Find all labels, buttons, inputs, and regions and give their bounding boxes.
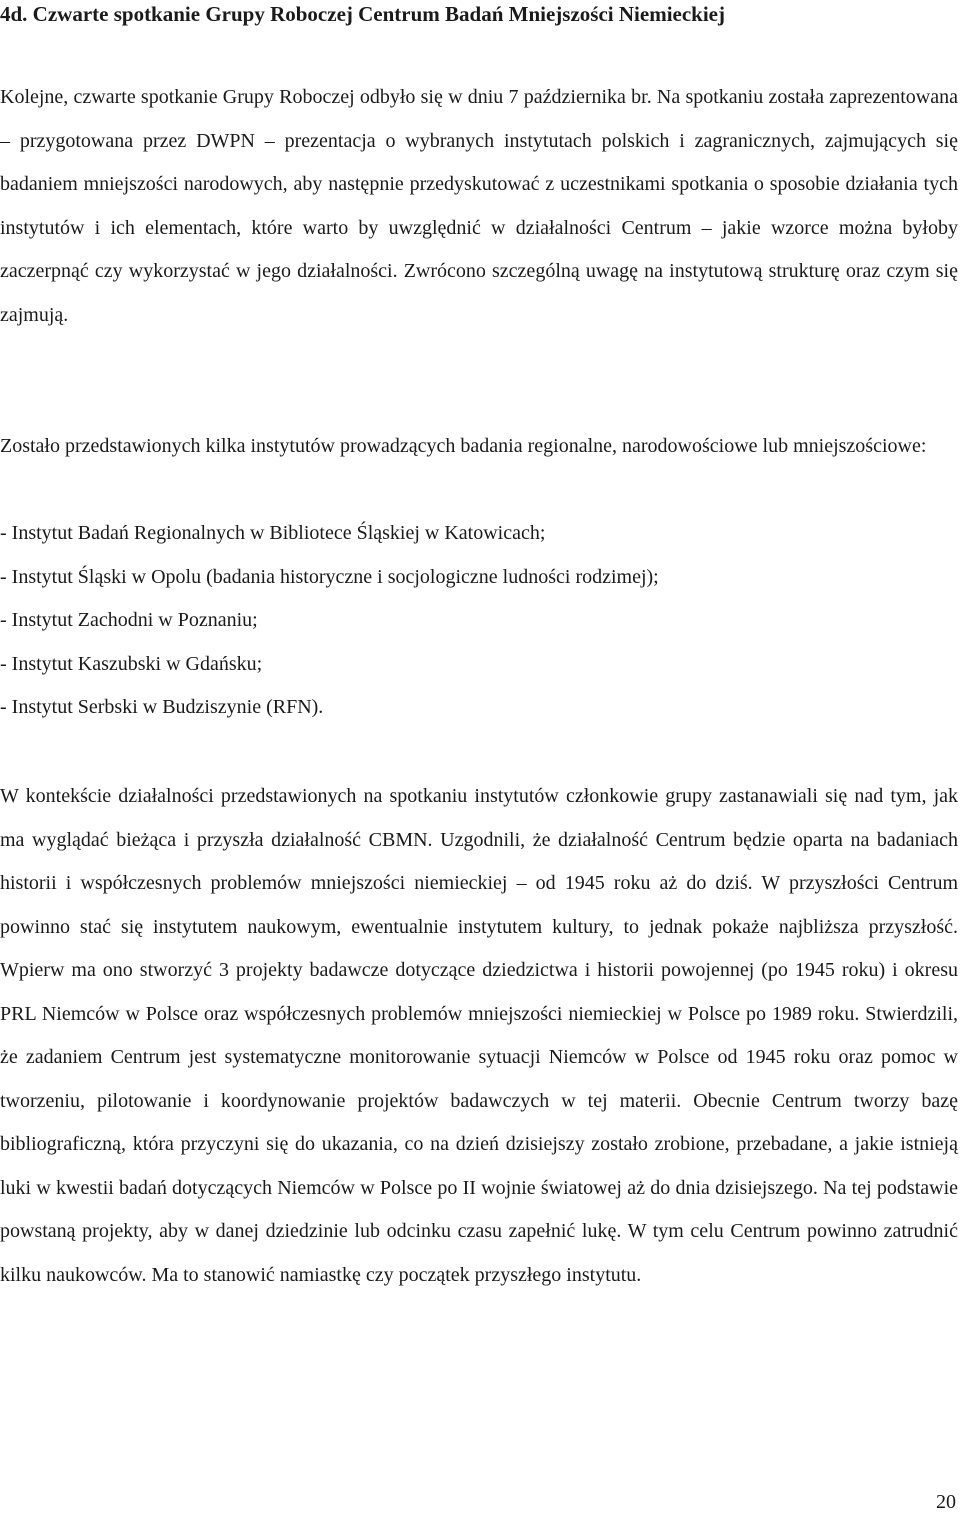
paragraph-institutes-intro: Zostało przedstawionych kilka instytutów prowadzących badania regionalne, narodowościowe lub mniejszościowe: — [0, 435, 927, 457]
institutes-list — [0, 512, 659, 730]
paragraph-meeting: Kolejne, czwarte spotkanie Grupy Roboczej odbyło się w dniu 7 października br. Na spotkaniu została zaprezentowana – przygotowana przez DWPN – prezentacja o wybranych instytutach polskich i zagranicznych, zajmujących się badaniem mniejszości narodowych, aby następnie przedyskutować z uczestnikami spotkania o sposobie działania tych instytutów i ich elementach, które warto by uwzględnić w działalności Centrum – jakie wzorce można byłoby zaczerpnąć czy wykorzystać w jego działalności. Zwrócono szczególną uwagę na instytutową strukturę oraz czym się zajmują. — [0, 86, 958, 326]
paragraph-context: W kontekście działalności przedstawionych na spotkaniu instytutów członkowie grupy zastanawiali się nad tym, jak ma wyglądać bieżąca i przyszła działalność CBMN. Uzgodnili, że działalność Centrum będzie oparta na badaniach historii i współczesnych problemów mniejszości niemieckiej – od 1945 roku aż do dziś. W przyszłości Centrum powinno stać się instytutem naukowym, ewentualnie instytutem kultury, to jednak pokaże najbliższa przyszłość. Wpierw ma ono stworzyć 3 projekty badawcze dotyczące dziedzictwa i historii powojennej (po 1945 roku) i okresu PRL Niemców w Polsce oraz współczesnych problemów mniejszości niemieckiej w Polsce po 1989 roku. Stwierdzili, że zadaniem Centrum jest systematyczne monitorowanie sytuacji Niemców w Polsce od 1945 roku oraz pomoc w tworzeniu, pilotowanie i koordynowanie projektów badawczych w tej materii. Obecnie Centrum tworzy bazę bibliograficzną, która przyczyni się do ukazania, co na dzień dzisiejszy zostało zrobione, przebadane, a jakie istnieją luki w kwestii badań dotyczących Niemców w Polsce po II wojnie światowej aż do dnia dzisiejszego. Na tej podstawie powstaną projekty, aby w danej dziedzinie lub odcinku czasu zapełnić lukę. W tym celu Centrum powinno zatrudnić kilku naukowców. Ma to stanowić namiastkę czy początek przyszłego instytutu. — [0, 785, 958, 1286]
section-heading: 4d. Czwarte spotkanie Grupy Roboczej Centrum Badań Mniejszości Niemieckiej — [0, 2, 725, 26]
list-item: - Instytut Śląski w Opolu (badania historyczne i socjologiczne ludności rodzimej); — [0, 565, 659, 588]
list-item: - Instytut Badań Regionalnych w Bibliotece Śląskiej w Katowicach; — [0, 522, 546, 544]
page-number: 20 — [936, 1491, 956, 1513]
list-item: - Instytut Kaszubski w Gdańsku; — [0, 652, 263, 675]
list-item: - Instytut Zachodni w Poznaniu; — [0, 609, 258, 631]
list-item: - Instytut Serbski w Budziszynie (RFN). — [0, 696, 324, 718]
